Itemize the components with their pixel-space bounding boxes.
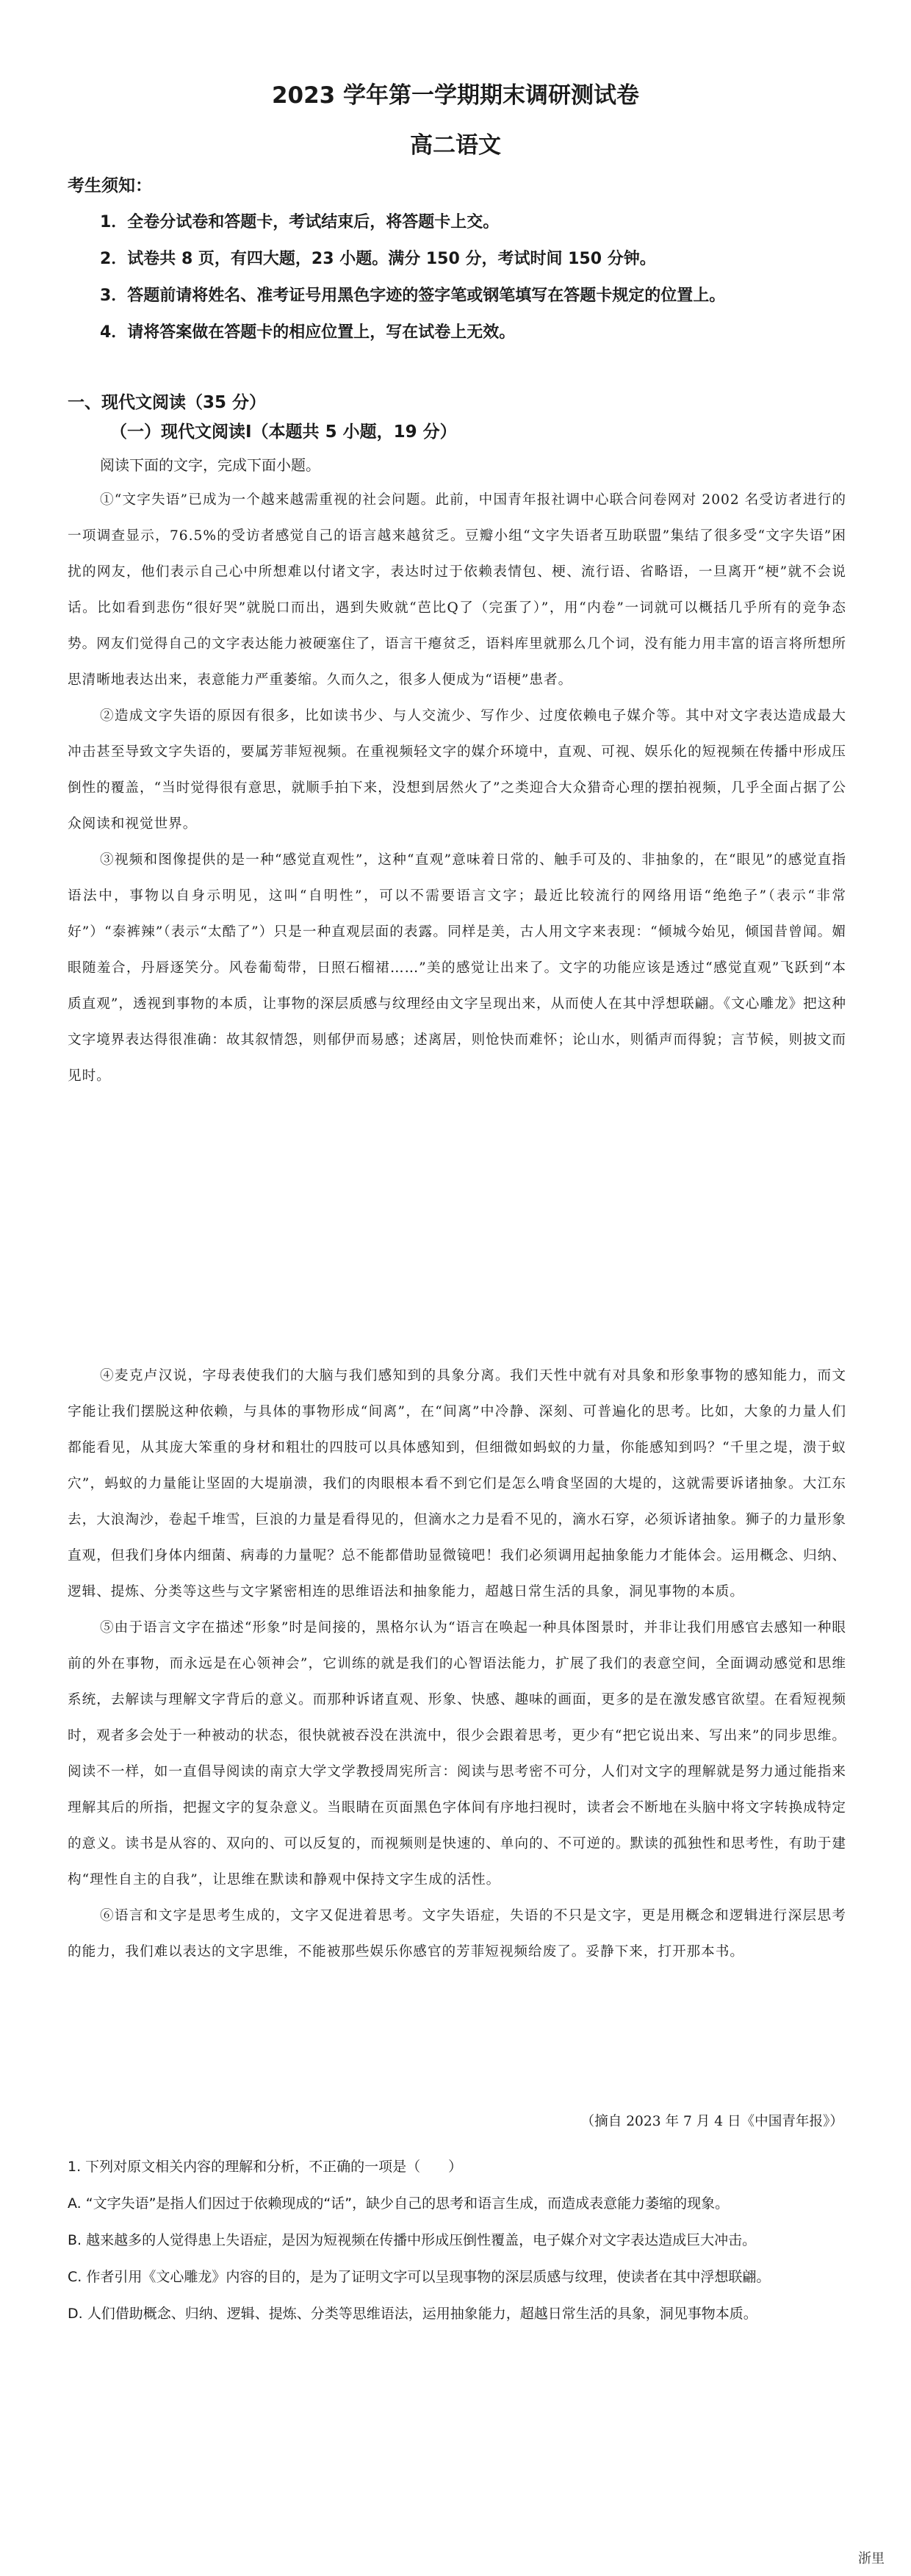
passage-paragraph: ⑥语言和文字是思考生成的，文字又促进着思考。文字失语症，失语的不只是文字，更是用概念和逻辑进行深层思考的能力，我们难以表达的文字思维，不能被那些娱乐你感官的芳菲短视频给废了。妥静下来，打开那本书。 bbox=[68, 1908, 846, 1960]
question-stem: 1. 下列对原文相关内容的理解和分析，不正确的一项是（ ） bbox=[68, 2159, 463, 2175]
passage-source: （摘自 2023 年 7 月 4 日《中国青年报》） bbox=[580, 2114, 843, 2129]
notice-item: 1．全卷分试卷和答题卡，考试结束后，将答题卡上交。 bbox=[100, 213, 500, 231]
passage-paragraph: ①“文字失语”已成为一个越来越需重视的社会问题。此前，中国青年报社调中心联合问卷网对 2002 名受访者进行的一项调查显示，76.5%的受访者感觉自己的语言越来越贫乏。豆瓣小组“文字失语者互助联盟”集结了很多受“文字失语”困扰的网友，他们表示自己心中所想难以付诸文字，表达时过于依赖表情包、梗、流行语、省略语，一旦离开“梗”就不会说话。比如看到悲伤“很好哭”就脱口而出，遇到失败就“芭比Q了（完蛋了）”，用“内卷”一词就可以概括几乎所有的竞争态势。网友们觉得自己的文字表达能力被硬塞住了，语言干瘪贫乏，语料库里就那么几个词，没有能力用丰富的语言将所想所思清晰地表达出来，表意能力严重萎缩。久而久之，很多人便成为“语梗”患者。 bbox=[68, 492, 846, 688]
option-b: B. 越来越多的人觉得患上失语症，是因为短视频在传播中形成压倒性覆盖，电子媒介对文字表达造成巨大冲击。 bbox=[68, 2232, 757, 2248]
passage-paragraph: ③视频和图像提供的是一种“感觉直观性”，这种“直观”意味着日常的、触手可及的、非抽象的，在“眼见”的感觉直指语法中，事物以自身示明见，这叫“自明性”，可以不需要语言文字；最近比较流行的网络用语“绝绝子”（表示“非常好”）“泰裤辣”（表示“太酷了”）只是一种直观层面的表露。同样是美，古人用文字来表现：“倾城今始见，倾国昔曾闻。媚眼随羞合，丹唇逐笑分。风卷葡萄带，日照石榴裙……”美的感觉让出来了。文字的功能应该是透过“感觉直观”飞跃到“本质直观”，透视到事物的本质，让事物的深层质感与纹理经由文字呈现出来，从而使人在其中浮想联翩。《文心雕龙》把这种文字境界表达得很准确：故其叙情怨，则郁伊而易感；述离居，则怆快而难怀；论山水，则循声而得貌；言节候，则披文而见时。 bbox=[68, 852, 846, 1084]
question-1 bbox=[68, 2148, 846, 2332]
option-c: C. 作者引用《文心雕龙》内容的目的，是为了证明文字可以呈现事物的深层质感与纹理，使读者在其中浮想联翩。 bbox=[68, 2269, 771, 2285]
notice-item: 3．答题前请将姓名、准考证号用黑色字迹的签字笔或钢笔填写在答题卡规定的位置上。 bbox=[100, 287, 726, 305]
option-a: A. “文字失语”是指人们因过于依赖现成的“话”，缺少自己的思考和语言生成，而造成表意能力萎缩的现象。 bbox=[68, 2195, 730, 2212]
passage-part-1 bbox=[68, 482, 846, 1094]
exam-notice bbox=[68, 168, 846, 351]
subsection-heading: （一）现代文阅读Ⅰ（本题共 5 小题，19 分） bbox=[110, 422, 457, 442]
passage-paragraph: ④麦克卢汉说，字母表使我们的大脑与我们感知到的具象分离。我们天性中就有对具象和形象事物的感知能力，而文字能让我们摆脱这种依赖，与具体的事物形成“间离”，在“间离”中冷静、深刻、可普遍化的思考。比如，大象的力量人们都能看见，从其庞大笨重的身材和粗壮的四肢可以具体感知到，但细微如蚂蚁的力量，你能感知到吗？“千里之堤，溃于蚁穴”，蚂蚁的力量能让坚固的大堤崩溃，我们的肉眼根本看不到它们是怎么啃食坚固的大堤的，这就需要诉诸抽象。大江东去，大浪淘沙，卷起千堆雪，巨浪的力量是看得见的，但滴水之力是看不见的，滴水石穿，必须诉诸抽象。狮子的力量形象直观，但我们身体内细菌、病毒的力量呢？总不能都借助显微镜吧！我们必须调用起抽象能力才能体会。运用概念、归纳、逻辑、提炼、分类等这些与文字紧密相连的思维语法和抽象能力，超越日常生活的具象，洞见事物的本质。 bbox=[68, 1368, 846, 1600]
footer-watermark: 浙里 bbox=[858, 2551, 885, 2566]
notice-heading: 考生须知： bbox=[68, 176, 152, 195]
exam-title: 2023 学年第一学期期末调研测试卷 bbox=[271, 82, 640, 109]
notice-item: 2．试卷共 8 页，有四大题，23 小题。满分 150 分，考试时间 150 分钟。 bbox=[100, 250, 656, 268]
passage-paragraph: ⑤由于语言文字在描述“形象”时是间接的，黑格尔认为“语言在唤起一种具体图景时，并非让我们用感官去感知一种眼前的外在事物，而永远是在心领神会”，它训练的就是我们的心智语法能力，扩展了我们的表意空间，全面调动感觉和思维系统，去解读与理解文字背后的意义。而那种诉诸直观、形象、快感、趣味的画面，更多的是在激发感官欲望。在看短视频时，观者多会处于一种被动的状态，很快就被吞没在洪流中，很少会跟着思考，更少有“把它说出来、写出来”的同步思维。阅读不一样，如一直倡导阅读的南京大学文学教授周宪所言：阅读与思考密不可分，人们对文字的理解就是努力通过能指来理解其后的所指，把握文字的复杂意义。当眼睛在页面黑色字体间有序地扫视时，读者会不断地在头脑中将文字转换成特定的意义。读书是从容的、双向的、可以反复的，而视频则是快速的、单向的、不可逆的。默读的孤独性和思考性，有助于建构“理性自主的自我”，让思维在默读和静观中保持文字生成的活性。 bbox=[68, 1620, 846, 1888]
reading-instruction: 阅读下面的文字，完成下面小题。 bbox=[100, 456, 320, 474]
exam-subject: 高二语文 bbox=[410, 132, 501, 159]
passage-part-2 bbox=[68, 1358, 846, 1970]
notice-item: 4．请将答案做在答题卡的相应位置上，写在试卷上无效。 bbox=[100, 323, 516, 342]
section-heading: 一、现代文阅读（35 分） bbox=[68, 393, 267, 412]
option-d: D. 人们借助概念、归纳、逻辑、提炼、分类等思维语法，运用抽象能力，超越日常生活的具象，洞见事物本质。 bbox=[68, 2306, 757, 2322]
passage-paragraph: ②造成文字失语的原因有很多，比如读书少、与人交流少、写作少、过度依赖电子媒介等。其中对文字表达造成最大冲击甚至导致文字失语的，要属芳菲短视频。在重视频轻文字的媒介环境中，直观、可视、娱乐化的短视频在传播中形成压倒性的覆盖，“当时觉得很有意思，就顺手拍下来，没想到居然火了”之类迎合大众猎奇心理的摆拍视频，几乎全面占据了公众阅读和视觉世界。 bbox=[68, 708, 846, 832]
